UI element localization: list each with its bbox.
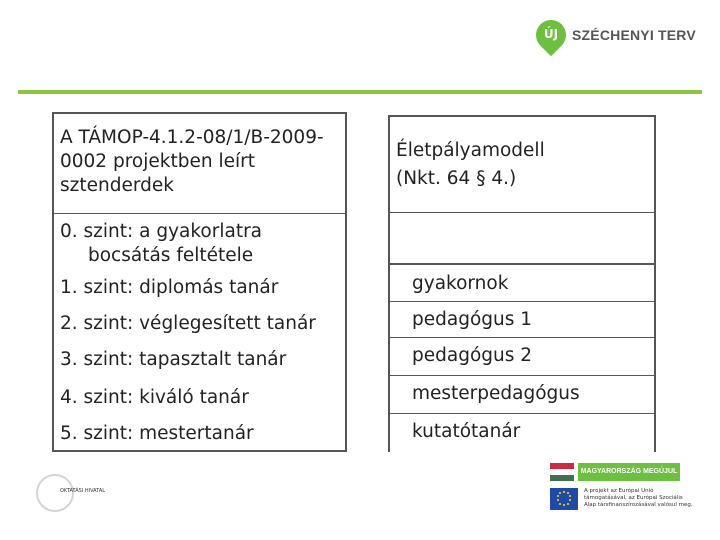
standards-header: A TÁMOP-4.1.2-08/1/B-2009-0002 projektben leírt sztenderdek <box>54 114 345 214</box>
grid-line <box>388 375 656 376</box>
oktatasi-hivatal-logo <box>36 474 146 514</box>
career-model-table <box>388 115 656 265</box>
szechenyi-terv-logo <box>534 18 694 66</box>
hungarian-flag-icon <box>550 463 574 481</box>
level-0-line1: 0. szint: a gyakorlatra <box>60 221 263 242</box>
career-item: pedagógus 1 <box>412 309 533 330</box>
level-row: 1. szint: diplomás tanár <box>60 277 279 298</box>
career-model-ref: (Nkt. 64 § 4.) <box>396 168 517 189</box>
career-model-title: Életpályamodell <box>396 140 545 161</box>
grid-line <box>388 337 656 338</box>
level-row: 2. szint: véglegesített tanár <box>60 313 316 334</box>
eu-funding-text: A projekt az Európai Unió támogatásával, az Európai Szociális Alap társfinanszírozásával valósul meg. <box>584 488 693 508</box>
logo-text: SZÉCHENYI TERV <box>572 27 696 43</box>
career-item: kutatótanár <box>412 421 521 442</box>
career-item: gyakornok <box>412 273 509 294</box>
career-item: pedagógus 2 <box>412 345 533 366</box>
career-item: mesterpedagógus <box>412 383 580 404</box>
magyarorszag-megujul-banner: MAGYARORSZÁG MEGÚJUL <box>578 463 680 481</box>
level-0-line2: bocsátás feltétele <box>88 245 254 266</box>
level-row: 3. szint: tapasztalt tanár <box>60 349 287 370</box>
oktatasi-hivatal-text: OKTATÁSI HIVATAL <box>60 488 106 494</box>
eu-flag-icon <box>550 488 578 510</box>
standards-table <box>52 112 347 452</box>
career-model-header <box>390 117 654 213</box>
level-row: 5. szint: mestertanár <box>60 423 254 444</box>
header-divider <box>18 90 702 94</box>
level-0-cell <box>54 214 345 270</box>
grid-line <box>388 413 656 414</box>
level-row: 4. szint: kiváló tanár <box>60 387 249 408</box>
grid-line <box>388 301 656 302</box>
grid-line <box>654 265 656 452</box>
grid-line <box>388 265 390 452</box>
logo-badge: ÚJ <box>543 27 559 41</box>
